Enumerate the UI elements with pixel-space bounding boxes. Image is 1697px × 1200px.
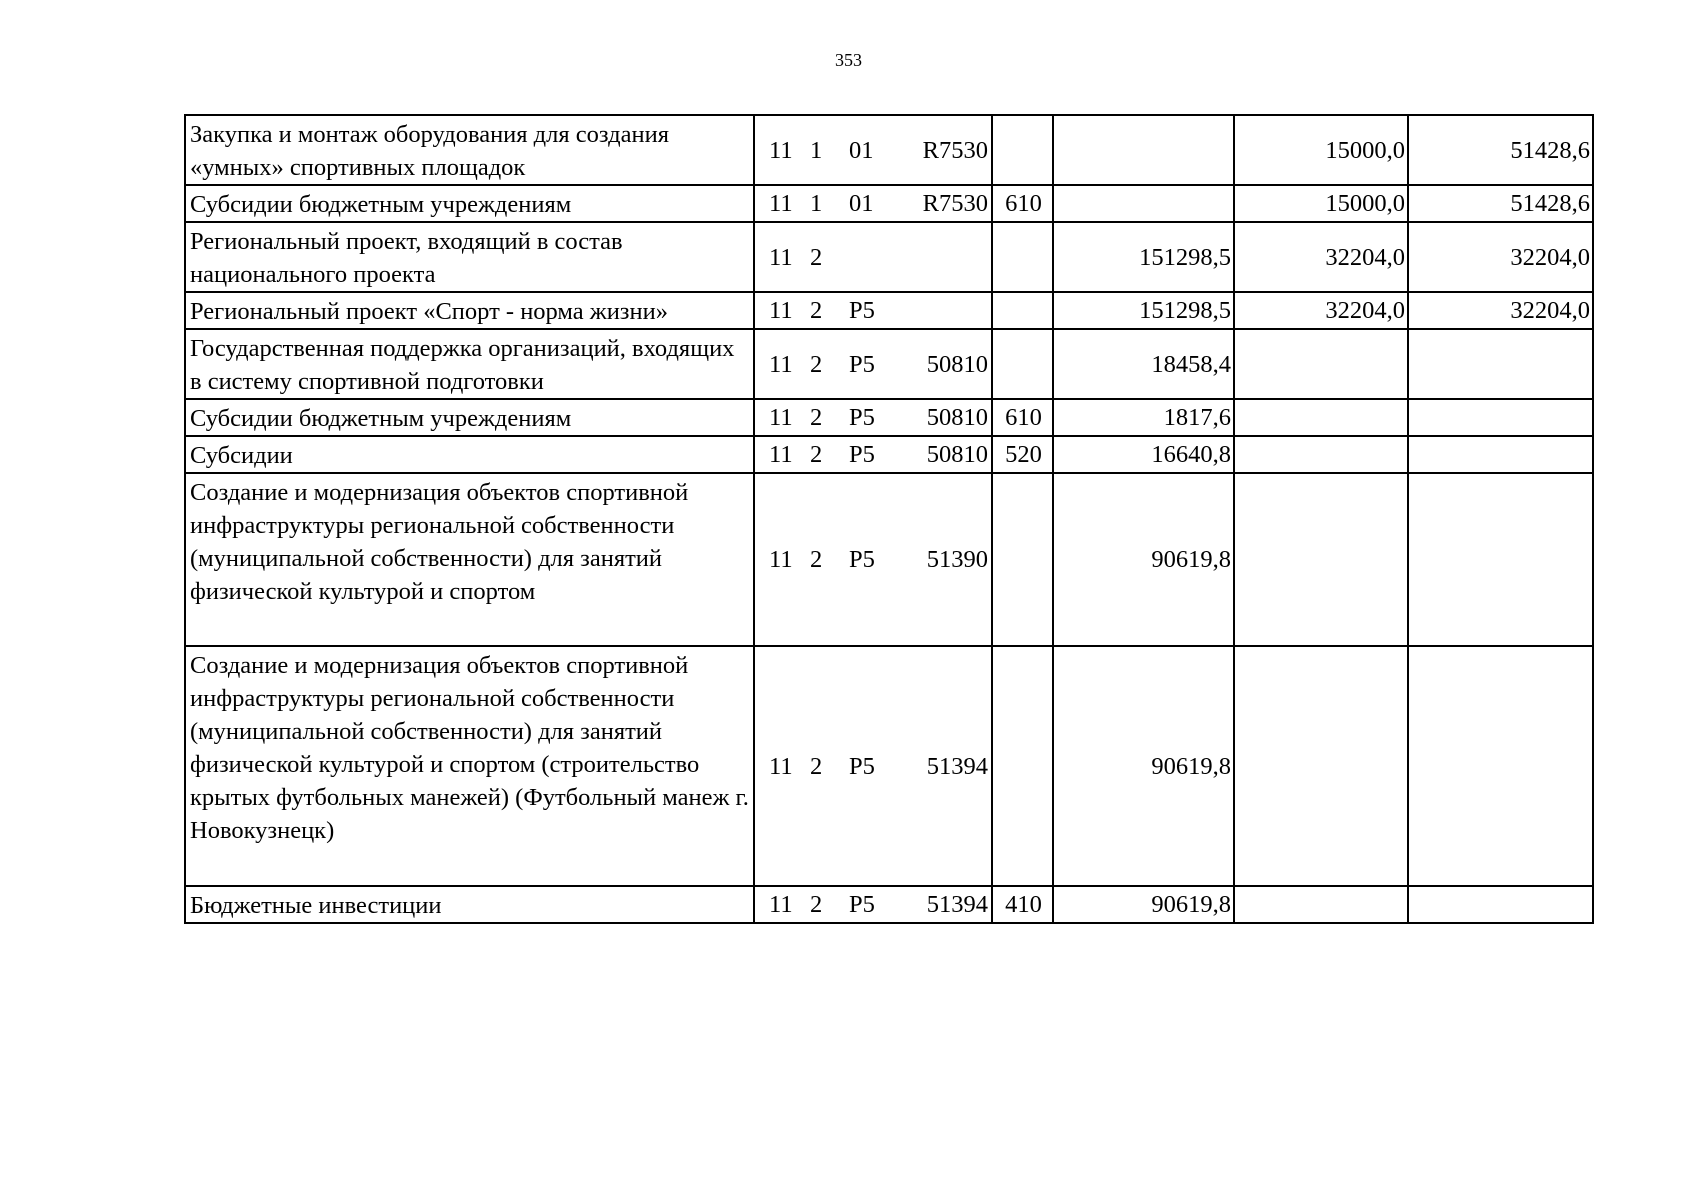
table-row [185,886,1593,923]
sum-year-2 [1234,399,1408,436]
sum-year-3 [1408,886,1593,923]
code-event: P5 [849,297,875,324]
item-name: Закупка и монтаж оборудования для создания «умных» спортивных площадок [185,115,754,185]
code-direction: 50810 [926,350,988,378]
item-name: Субсидии [185,436,754,473]
table-row [185,436,1593,473]
code-subprogram: 2 [810,297,823,324]
sum-year-3: 51428,6 [1408,115,1593,185]
sum-year-1 [1053,185,1234,222]
sum-year-1: 151298,5 [1053,292,1234,329]
code-event: P5 [849,891,875,918]
code-section: 11 [769,752,793,780]
sum-year-3 [1408,399,1593,436]
table-row [185,646,1593,886]
item-name: Субсидии бюджетным учреждениям [185,399,754,436]
sum-year-3: 32204,0 [1408,292,1593,329]
sum-year-1: 90619,8 [1053,473,1234,646]
sum-year-1: 90619,8 [1053,886,1234,923]
code-subprogram: 2 [810,441,823,468]
code-direction: 50810 [926,404,988,431]
code-subprogram: 2 [810,350,823,378]
code-event: P5 [849,404,875,431]
code-subprogram: 2 [810,243,823,271]
code-section: 11 [769,546,793,573]
code-section: 11 [769,136,793,164]
expense-type [992,115,1053,185]
expense-type: 520 [992,436,1053,473]
sum-year-2: 15000,0 [1234,185,1408,222]
code-event: 01 [849,190,874,217]
sum-year-2 [1234,473,1408,646]
code-direction: 50810 [926,441,988,468]
sum-year-2: 32204,0 [1234,292,1408,329]
sum-year-3 [1408,646,1593,886]
sum-year-3: 51428,6 [1408,185,1593,222]
code-subprogram: 2 [810,546,823,573]
code-direction: 51394 [926,891,988,918]
expense-type [992,473,1053,646]
code-direction: R7530 [922,136,988,164]
code-section: 11 [769,243,793,271]
classification-code [754,115,992,185]
expense-type [992,292,1053,329]
expense-type: 410 [992,886,1053,923]
sum-year-2 [1234,329,1408,399]
classification-code [754,222,992,292]
code-direction: 51390 [926,546,988,573]
item-name: Государственная поддержка организаций, входящих в систему спортивной подготовки [185,329,754,399]
code-subprogram: 1 [810,136,823,164]
code-section: 11 [769,350,793,378]
table-row [185,185,1593,222]
expense-type: 610 [992,399,1053,436]
sum-year-1: 1817,6 [1053,399,1234,436]
item-name: Региональный проект «Спорт - норма жизни» [185,292,754,329]
sum-year-3 [1408,329,1593,399]
item-name: Создание и модернизация объектов спортивной инфраструктуры региональной собственности (муниципальной собственности) для занятий физической культурой и спортом [185,473,754,646]
classification-code [754,399,992,436]
sum-year-1: 18458,4 [1053,329,1234,399]
code-section: 11 [769,190,793,217]
code-event: 01 [849,136,874,164]
expense-type [992,222,1053,292]
sum-year-3 [1408,436,1593,473]
table-row [185,292,1593,329]
code-section: 11 [769,441,793,468]
sum-year-2 [1234,886,1408,923]
code-section: 11 [769,404,793,431]
code-event: P5 [849,441,875,468]
classification-code [754,436,992,473]
item-name: Субсидии бюджетным учреждениям [185,185,754,222]
classification-code [754,473,992,646]
sum-year-1 [1053,115,1234,185]
classification-code [754,185,992,222]
sum-year-2: 32204,0 [1234,222,1408,292]
sum-year-2 [1234,436,1408,473]
item-name: Создание и модернизация объектов спортивной инфраструктуры региональной собственности (муниципальной собственности) для занятий физической культурой и спортом (строительство крытых футбольных манежей) (Футбольный манеж г. Новокузнецк) [185,646,754,886]
code-event: P5 [849,752,875,780]
code-direction: 51394 [926,752,988,780]
sum-year-2: 15000,0 [1234,115,1408,185]
code-subprogram: 2 [810,404,823,431]
classification-code [754,292,992,329]
table-row [185,115,1593,185]
page-number: 353 [835,50,862,70]
code-event: P5 [849,350,875,378]
expense-type [992,646,1053,886]
table-row [185,473,1593,646]
item-name: Региональный проект, входящий в состав национального проекта [185,222,754,292]
sum-year-3 [1408,473,1593,646]
code-direction: R7530 [922,190,988,217]
table-row [185,222,1593,292]
code-subprogram: 1 [810,190,823,217]
classification-code [754,646,992,886]
code-section: 11 [769,891,793,918]
expense-type: 610 [992,185,1053,222]
sum-year-3: 32204,0 [1408,222,1593,292]
sum-year-1: 151298,5 [1053,222,1234,292]
table-row [185,329,1593,399]
classification-code [754,886,992,923]
sum-year-1: 90619,8 [1053,646,1234,886]
code-subprogram: 2 [810,891,823,918]
code-event: P5 [849,546,875,573]
code-section: 11 [769,297,793,324]
code-subprogram: 2 [810,752,823,780]
table-row [185,399,1593,436]
item-name: Бюджетные инвестиции [185,886,754,923]
budget-table [184,114,1594,924]
expense-type [992,329,1053,399]
sum-year-1: 16640,8 [1053,436,1234,473]
sum-year-2 [1234,646,1408,886]
classification-code [754,329,992,399]
